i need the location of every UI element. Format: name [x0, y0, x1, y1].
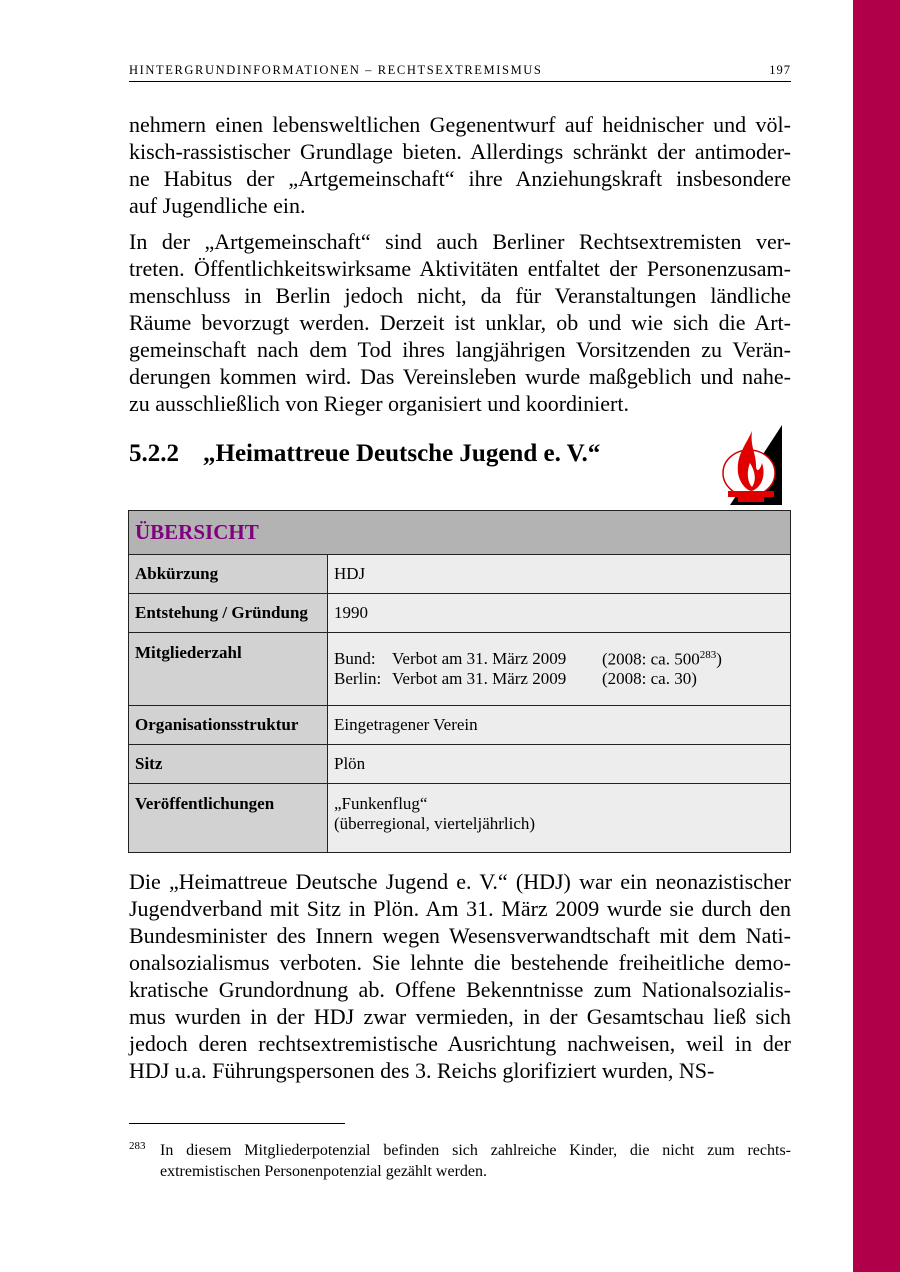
seat-value: Plön	[328, 745, 791, 784]
members-berlin-value: Verbot am 31. März 2009	[392, 669, 567, 689]
founded-label: Entstehung / Gründung	[129, 594, 328, 633]
members-bund-value: Verbot am 31. März 2009	[392, 649, 567, 669]
text-line: kisch-rassistischer Grundlage bieten. Allerdings schränkt der antimoder-	[129, 139, 791, 164]
text-line: menschluss in Berlin jedoch nicht, da für Veranstaltungen ländliche	[129, 283, 791, 308]
text-line: mus wurden in der HDJ zwar vermieden, in der Gesamtschau ließ sich	[129, 1004, 791, 1029]
members-bund-label: Bund:	[334, 649, 376, 669]
paragraph-3	[129, 868, 791, 1084]
text-line: onalsozialismus verboten. Sie lehnte die bestehende freiheitliche demo-	[129, 950, 791, 975]
publications-label: Veröffentlichungen	[129, 784, 328, 853]
footnote-divider	[129, 1123, 345, 1124]
text-line: In der „Artgemeinschaft“ sind auch Berliner Rechtsextremisten ver-	[129, 229, 791, 254]
founded-value: 1990	[328, 594, 791, 633]
abbr-value: HDJ	[328, 555, 791, 594]
section-number: 5.2.2	[129, 440, 179, 467]
text-line: ne Habitus der „Artgemeinschaft“ ihre Anziehungskraft insbesondere	[129, 166, 791, 191]
text-line: nehmern einen lebensweltlichen Gegenentwurf auf heidnischer und völ-	[129, 112, 791, 137]
section-title: „Heimattreue Deutsche Jugend e. V.“	[203, 440, 601, 467]
members-bund-note: (2008: ca. 500	[602, 649, 700, 669]
text-line: kratische Grundordnung ab. Offene Bekenntnisse zum Nationalsozialis-	[129, 977, 791, 1002]
running-head-title: HINTERGRUNDINFORMATIONEN – RECHTSEXTREMISMUS	[129, 63, 543, 77]
footnote-mark: 283	[129, 1140, 146, 1152]
hdj-flame-logo	[722, 425, 782, 505]
members-berlin-label: Berlin:	[334, 669, 382, 689]
org-label: Organisationsstruktur	[129, 706, 328, 745]
org-value: Eingetragener Verein	[328, 706, 791, 745]
text-line: extremistischen Personenpotenzial gezählt werden.	[160, 1163, 487, 1180]
text-line: Bundesminister des Innern wegen Wesensverwandtschaft mit dem Nati-	[129, 923, 791, 948]
overview-table	[128, 510, 791, 853]
page-edge-color-bar	[853, 0, 900, 1272]
footnote	[129, 1140, 791, 1182]
text-line: auf Jugendliche ein.	[129, 193, 306, 218]
seat-label: Sitz	[129, 745, 328, 784]
text-line: gemeinschaft nach dem Tod ihres langjährigen Vorsitzenden zu Verän-	[129, 337, 791, 362]
running-head	[129, 63, 791, 82]
members-label: Mitgliederzahl	[129, 633, 328, 706]
text-line: jedoch deren rechtsextremistische Ausrichtung nachweisen, weil in der	[129, 1031, 791, 1056]
publication-title: „Funkenflug“	[334, 794, 428, 813]
members-bund-close: )	[716, 649, 722, 669]
members-berlin-note: (2008: ca. 30)	[602, 669, 697, 689]
abbr-label: Abkürzung	[129, 555, 328, 594]
section-heading	[129, 440, 600, 468]
text-line: Die „Heimattreue Deutsche Jugend e. V.“ (HDJ) war ein neonazistischer	[129, 869, 791, 894]
text-line: zu ausschließlich von Rieger organisiert und koordiniert.	[129, 391, 629, 416]
text-line: In diesem Mitgliederpotenzial befinden sich zahlreiche Kinder, die nicht zum rechts-	[160, 1142, 791, 1159]
publication-note: (überregional, vierteljährlich)	[334, 814, 536, 833]
page-number: 197	[769, 63, 791, 77]
text-line: Jugendverband mit Sitz in Plön. Am 31. März 2009 wurde sie durch den	[129, 896, 791, 921]
text-line: treten. Öffentlichkeitswirksame Aktivitäten entfaltet der Personenzusam-	[129, 256, 791, 281]
text-line: derungen kommen wird. Das Vereinsleben wurde maßgeblich und nahe-	[129, 364, 791, 389]
members-value	[328, 633, 791, 706]
paragraph-1	[129, 111, 791, 219]
text-line: Räume bevorzugt werden. Derzeit ist unklar, ob und wie sich die Art-	[129, 310, 791, 335]
text-line: HDJ u.a. Führungspersonen des 3. Reichs glorifiziert wurden, NS-	[129, 1058, 715, 1083]
publications-value	[328, 784, 791, 853]
footnote-ref[interactable]: 283	[699, 648, 717, 661]
paragraph-2	[129, 228, 791, 417]
overview-header: ÜBERSICHT	[129, 511, 791, 555]
